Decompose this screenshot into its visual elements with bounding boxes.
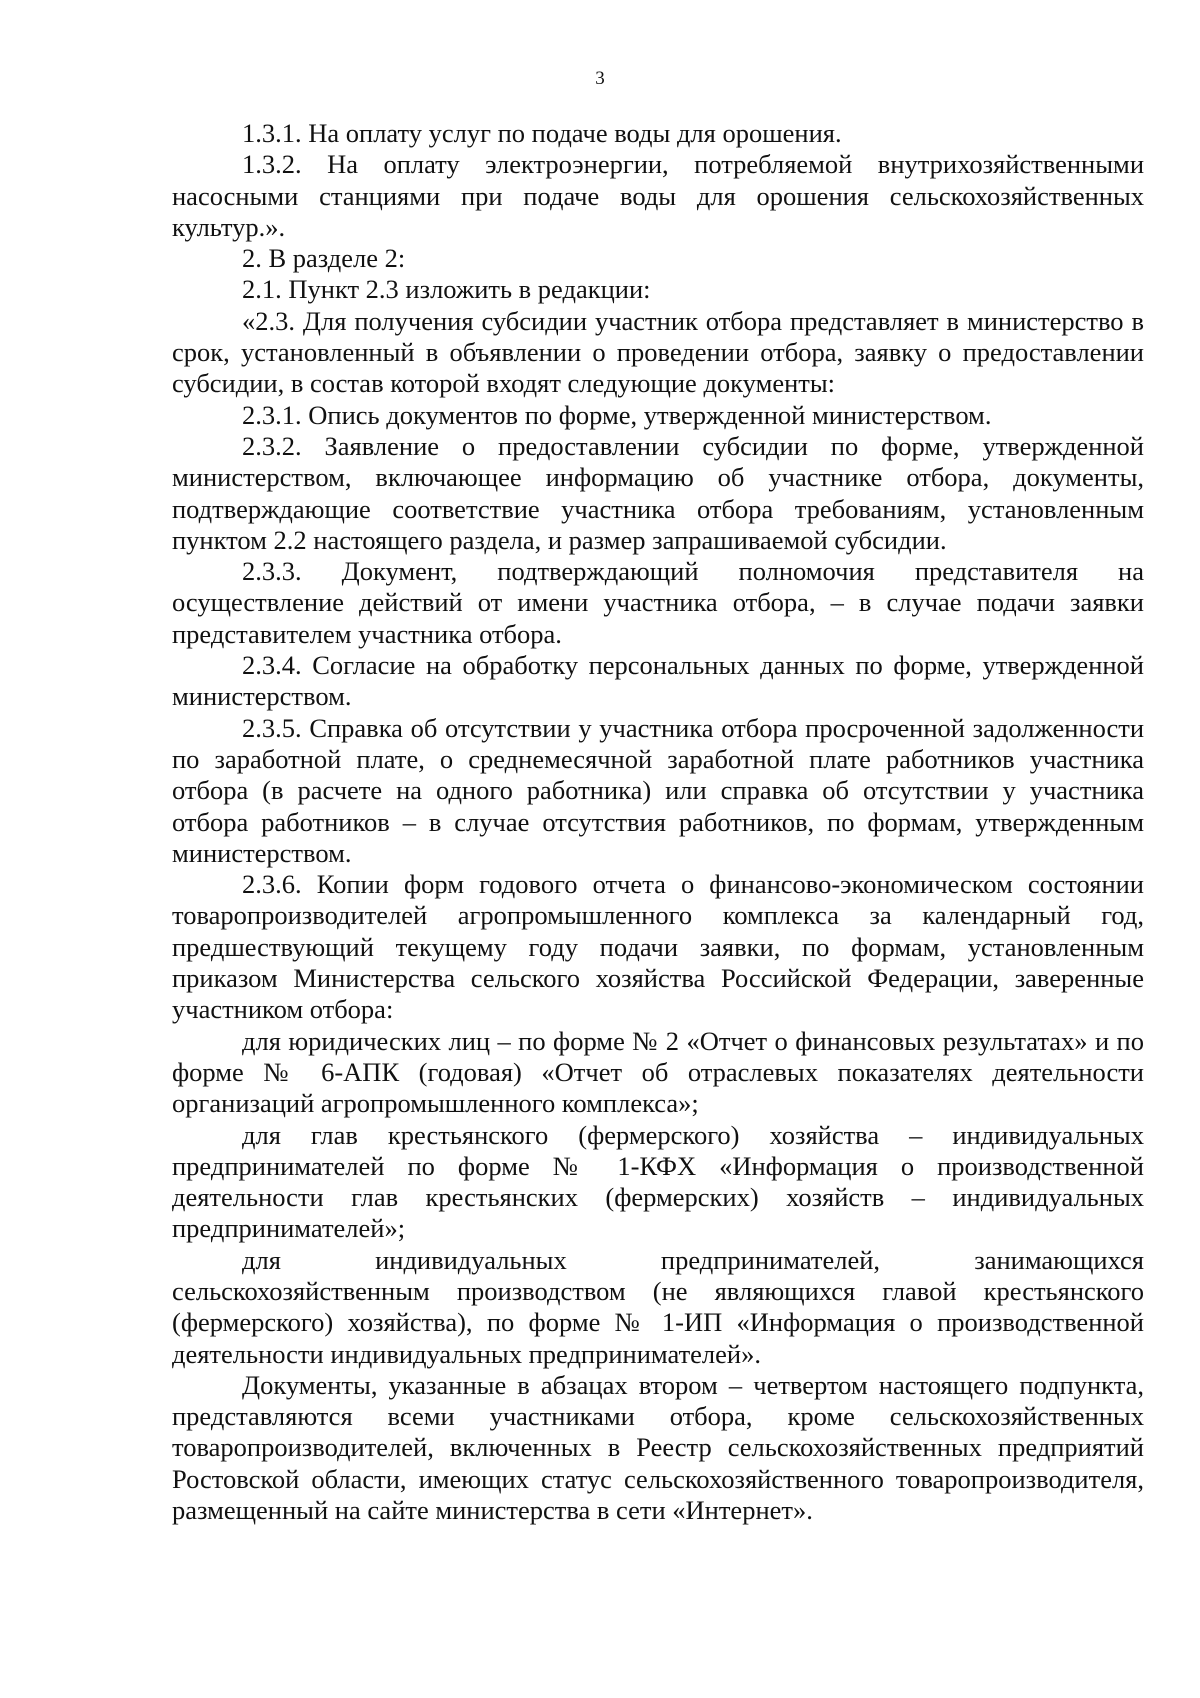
paragraph-2-3-3: 2.3.3. Документ, подтверждающий полномочия представителя на осуществление действий от имени участника отбора, – в случае подачи заявки представителем участника отбора. (172, 556, 1144, 649)
paragraph-entrepreneurs: для индивидуальных предпринимателей, занимающихся сельскохозяйственным производством (не являющихся главой крестьянского (фермерского) хозяйства), по форме № 1-ИП «Информация о производственной деятельности индивидуальных предпринимателей». (172, 1244, 1144, 1369)
page-number: 3 (595, 68, 605, 89)
paragraph-farm-heads: для глав крестьянского (фермерского) хозяйства – индивидуальных предпринимателей по форме № 1-КФХ «Информация о производственной деятельности глав крестьянских (фермерских) хозяйств – индивидуальных предпринимателей»; (172, 1119, 1144, 1244)
document-body (172, 118, 1144, 1526)
paragraph-2-3: «2.3. Для получения субсидии участник отбора представляет в министерство в срок, установленный в объявлении о проведении отбора, заявку о предоставлении субсидии, в состав которой входят следующие документы: (172, 305, 1144, 399)
paragraph-section-2: 2. В разделе 2: (242, 243, 406, 274)
paragraph-2-3-1: 2.3.1. Опись документов по форме, утвержденной министерством. (242, 399, 992, 430)
paragraph-2-3-4: 2.3.4. Согласие на обработку персональных данных по форме, утвержденной министерством. (172, 650, 1144, 712)
paragraph-2-1: 2.1. Пункт 2.3 изложить в редакции: (242, 274, 651, 305)
paragraph-1-3-1: 1.3.1. На оплату услуг по подаче воды для орошения. (242, 118, 842, 148)
paragraph-2-3-5: 2.3.5. Справка об отсутствии у участника отбора просроченной задолженности по заработной плате, о среднемесячной заработной плате работников участника отбора (в расчете на одного работника) или справка об отсутствии у участника отбора работников – в случае отсутствия работников, по формам, утвержденным министерством. (172, 712, 1144, 868)
paragraph-documents-note: Документы, указанные в абзацах втором – четвертом настоящего подпункта, представляются всеми участниками отбора, кроме сельскохозяйственных товаропроизводителей, включенных в Реестр сельскохозяйственных предприятий Ростовской области, имеющих статус сельскохозяйственного товаропроизводителя, размещенный на сайте министерства в сети «Интернет». (172, 1369, 1144, 1526)
paragraph-legal-entities: для юридических лиц – по форме № 2 «Отчет о финансовых результатах» и по форме № 6-АПК (годовая) «Отчет об отраслевых показателях деятельности организаций агропромышленного комплекса»; (172, 1025, 1144, 1119)
paragraph-1-3-2: 1.3.2. На оплату электроэнергии, потребляемой внутрихозяйственными насосными станциями при подаче воды для орошения сельскохозяйственных культур.». (172, 149, 1144, 242)
paragraph-2-3-6: 2.3.6. Копии форм годового отчета о финансово-экономическом состоянии товаропроизводителей агропромышленного комплекса за календарный год, предшествующий текущему году подачи заявки, по формам, установленным приказом Министерства сельского хозяйства Российской Федерации, заверенные участником отбора: (172, 869, 1144, 1025)
paragraph-2-3-2: 2.3.2. Заявление о предоставлении субсидии по форме, утвержденной министерством, включающее информацию об участнике отбора, документы, подтверждающие соответствие участника отбора требованиям, установленным пунктом 2.2 настоящего раздела, и размер запрашиваемой субсидии. (172, 430, 1144, 555)
